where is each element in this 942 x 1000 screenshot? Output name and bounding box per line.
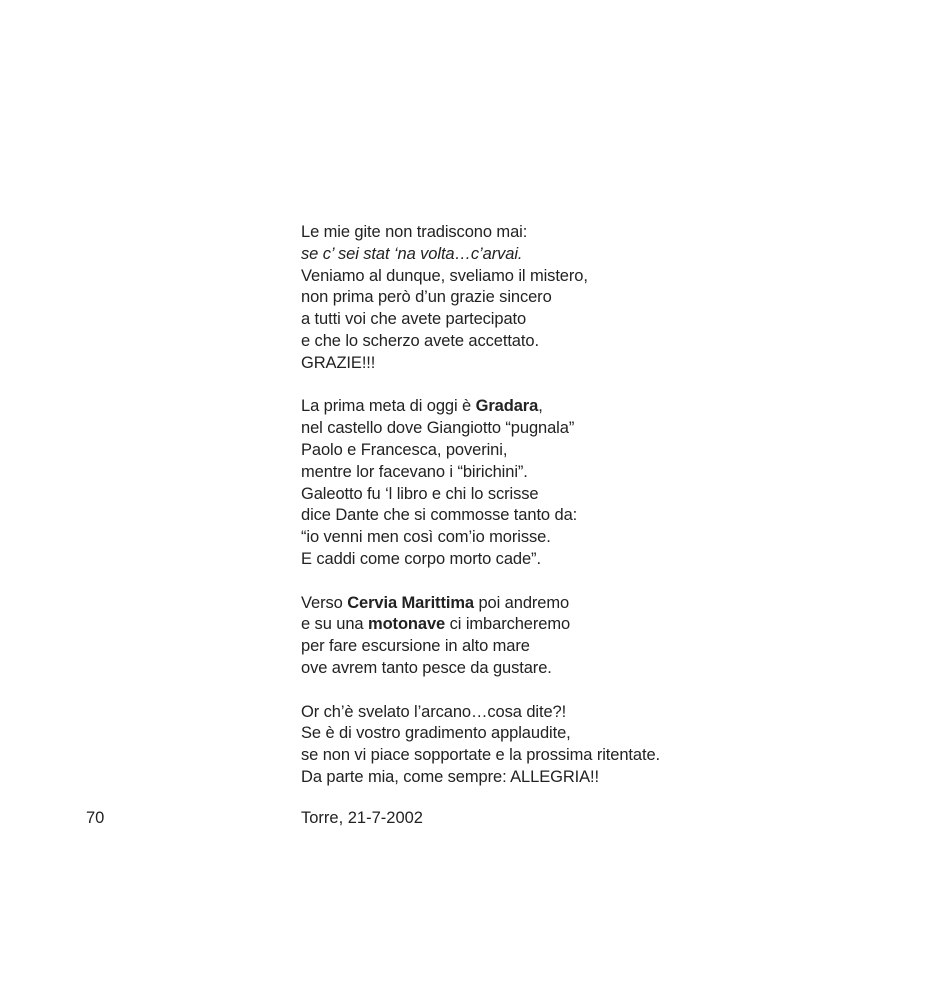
place-name-bold: Cervia Marittima bbox=[347, 593, 474, 612]
poem-line: Le mie gite non tradiscono mai: bbox=[301, 223, 528, 241]
poem-line: per fare escursione in alto mare bbox=[301, 637, 530, 656]
stanza-1 bbox=[301, 222, 921, 375]
poem-line: ove avrem tanto pesce da gustare. bbox=[301, 658, 552, 677]
stanza-4 bbox=[301, 702, 921, 789]
poem-line: e che lo scherzo avete accettato. bbox=[301, 331, 539, 350]
poem-line: mentre lor facevano i “birichini”. bbox=[301, 462, 528, 481]
stanza-2 bbox=[301, 396, 921, 570]
poem-line: Da parte mia, come sempre: ALLEGRIA!! bbox=[301, 767, 600, 786]
poem-line-dialect: se c’ sei stat ‘na volta…c’arvai. bbox=[301, 244, 523, 263]
poem-line: “io venni men così com’io morisse. bbox=[301, 528, 551, 547]
poem-line: dice Dante che si commosse tanto da: bbox=[301, 506, 578, 525]
text-segment: ci imbarcheremo bbox=[445, 615, 571, 634]
poem-line: Se è di vostro gradimento applaudite, bbox=[301, 724, 571, 743]
poem-line: Galeotto fu ‘l libro e chi lo scrisse bbox=[301, 484, 539, 503]
poem-line: E caddi come corpo morto cade”. bbox=[301, 549, 541, 568]
page-number: 70 bbox=[86, 809, 105, 827]
poem-body bbox=[301, 222, 921, 789]
poem-line: nel castello dove Giangiotto “pugnala” bbox=[301, 419, 575, 438]
poem-line: se non vi piace sopportate e la prossima ritentate. bbox=[301, 746, 661, 765]
text-segment: e su una bbox=[301, 615, 368, 634]
poem-line: GRAZIE!!! bbox=[301, 353, 376, 372]
stanza-3 bbox=[301, 593, 921, 680]
text-segment: La prima meta di oggi è bbox=[301, 397, 476, 416]
poem-line: a tutti voi che avete partecipato bbox=[301, 310, 527, 329]
poem-line: Veniamo al dunque, sveliamo il mistero, bbox=[301, 266, 588, 285]
poem-line bbox=[301, 396, 921, 418]
poem-line: Or ch’è svelato l’arcano…cosa dite?! bbox=[301, 702, 567, 721]
stanza-break bbox=[301, 571, 921, 593]
stanza-break bbox=[301, 680, 921, 702]
poem-line bbox=[301, 614, 921, 636]
boat-name-bold: motonave bbox=[368, 615, 446, 634]
text-segment: Verso bbox=[301, 593, 348, 612]
poem-line bbox=[301, 593, 921, 615]
stanza-break bbox=[301, 375, 921, 397]
text-segment: , bbox=[538, 397, 543, 416]
text-segment: poi andremo bbox=[473, 593, 570, 612]
poem-line: non prima però d’un grazie sincero bbox=[301, 288, 552, 307]
poem-line: Paolo e Francesca, poverini, bbox=[301, 440, 508, 459]
place-name-bold: Gradara bbox=[475, 397, 539, 416]
signature-place-date: Torre, 21-7-2002 bbox=[301, 809, 423, 827]
